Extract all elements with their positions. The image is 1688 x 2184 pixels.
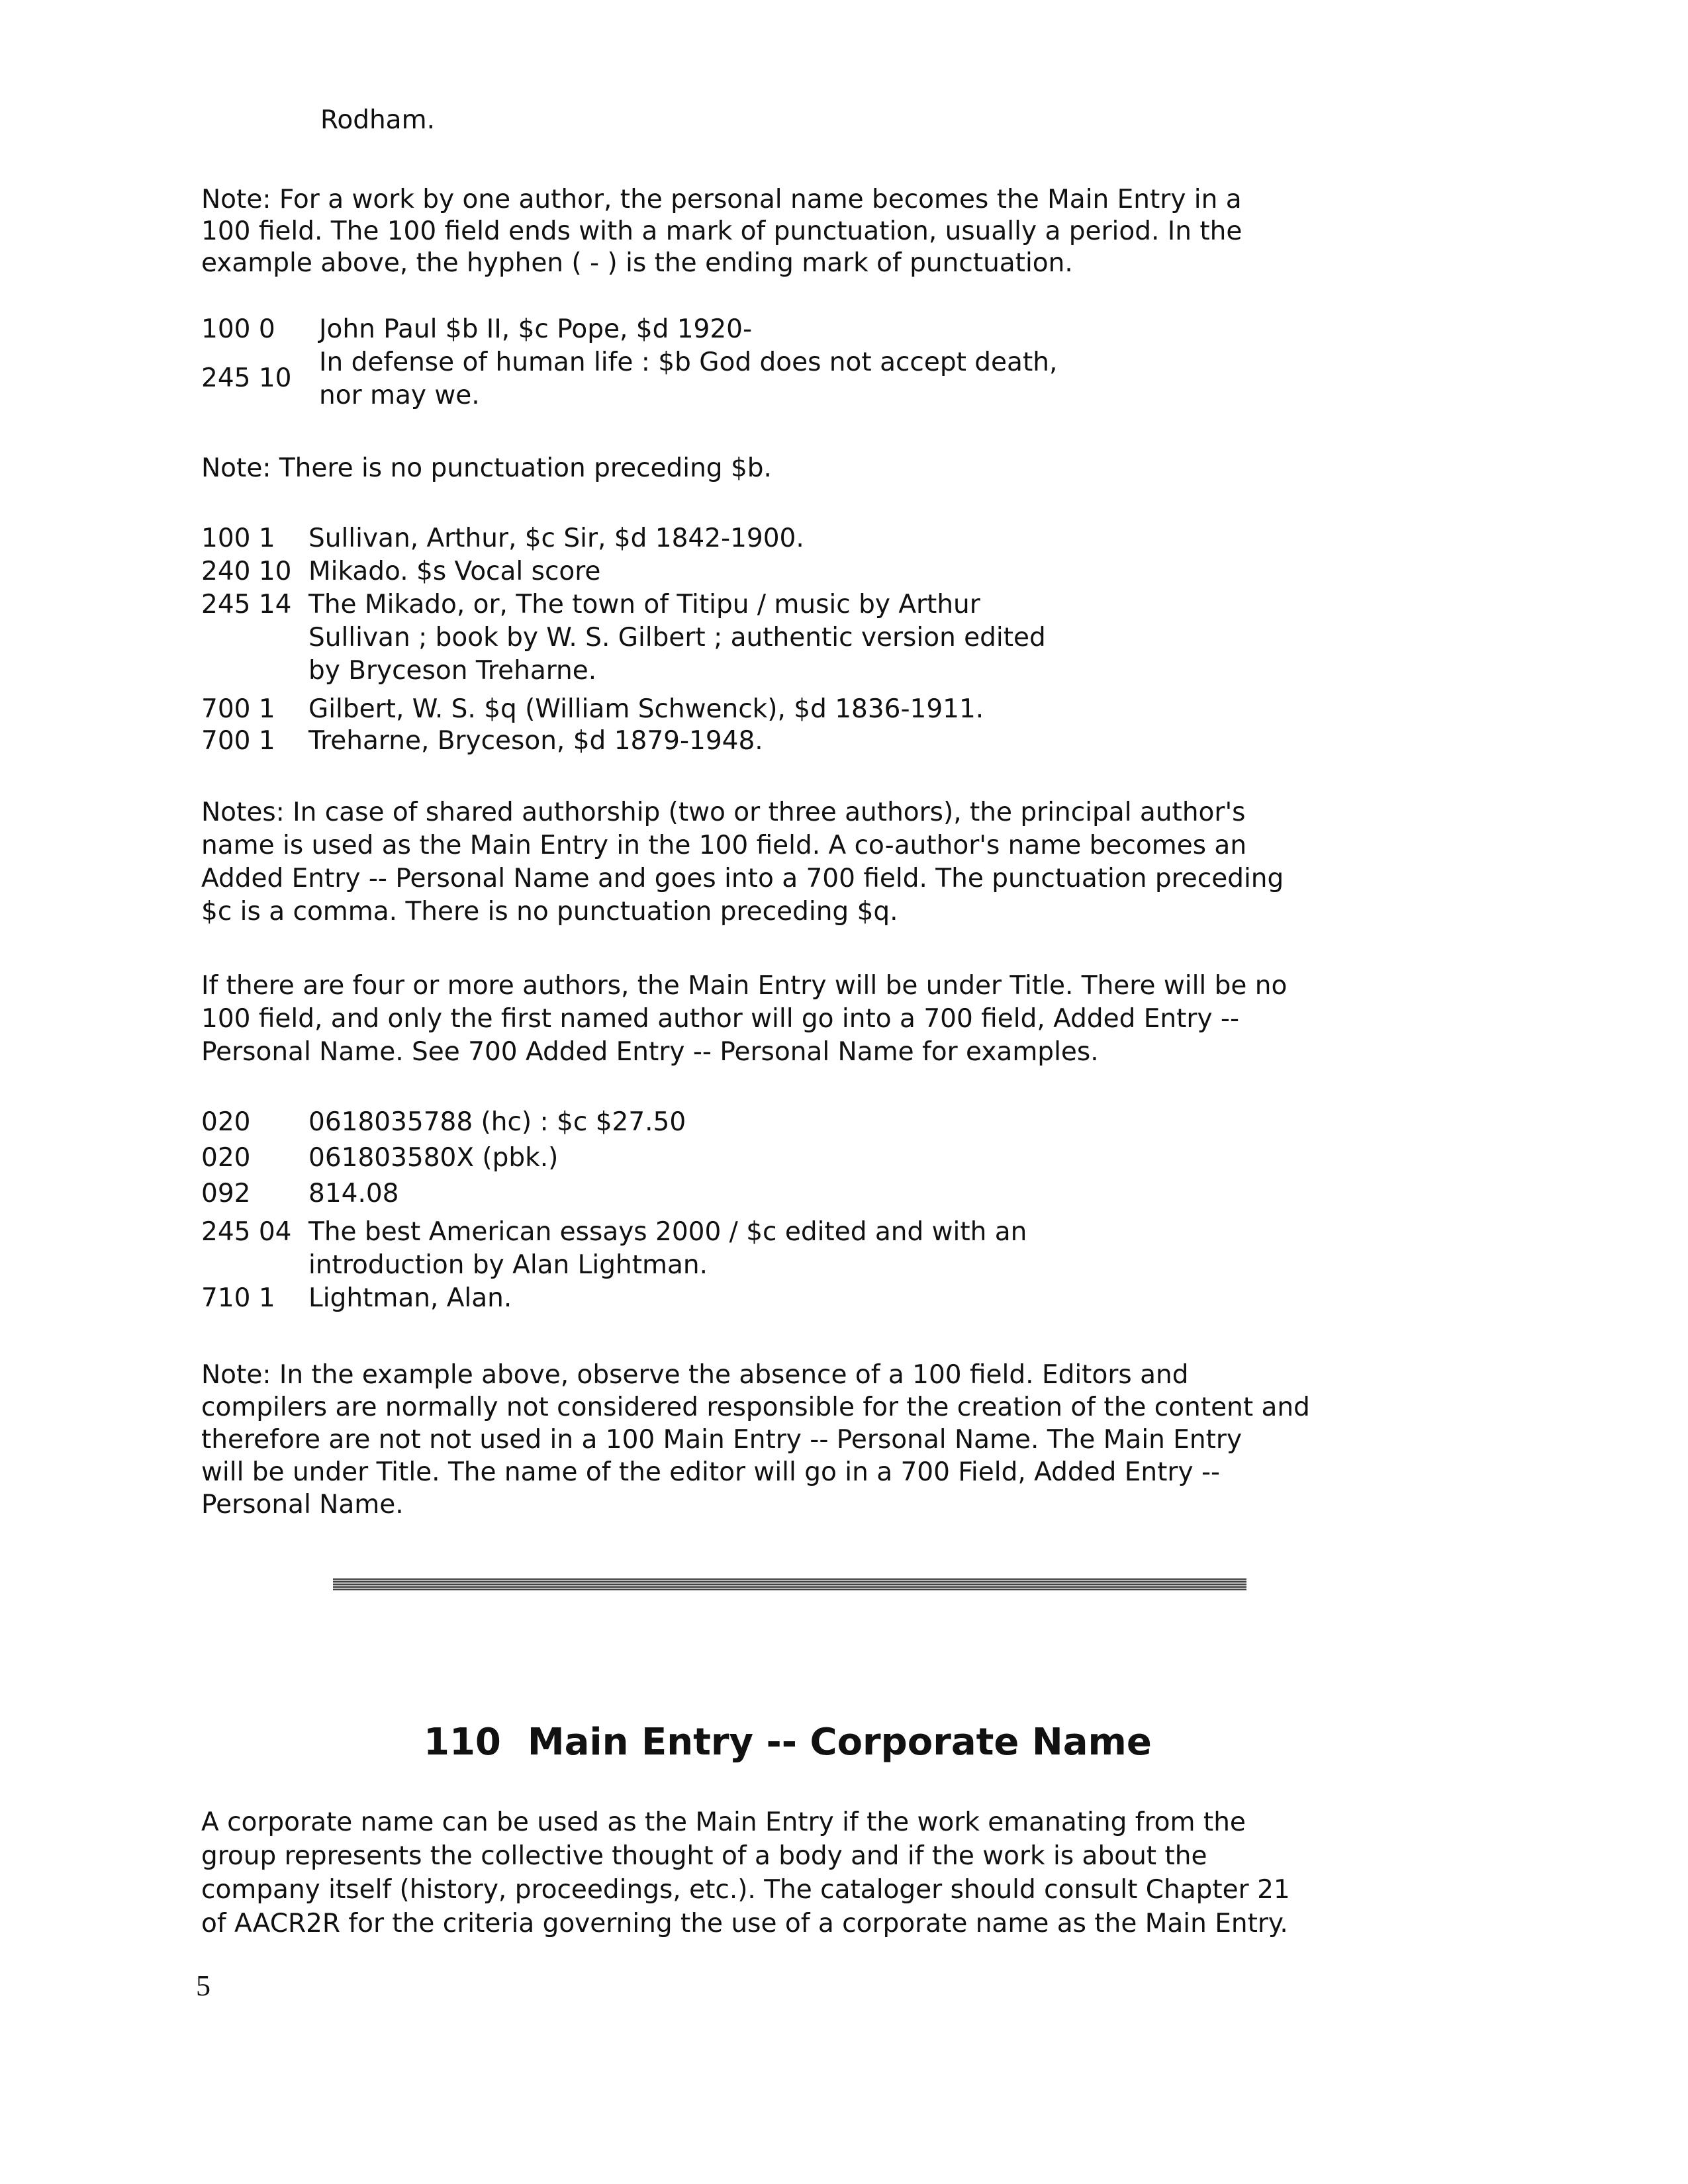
note-line: Note: There is no punctuation preceding $b. (201, 453, 772, 483)
marc-tag: 240 10 (201, 557, 292, 586)
paragraph-line: Personal Name. See 700 Added Entry -- Personal Name for examples. (201, 1037, 1099, 1067)
marc-field-text: Gilbert, W. S. $q (William Schwenck), $d 1836-1911. (308, 694, 984, 724)
paragraph-line: If there are four or more authors, the Main Entry will be under Title. There will be no (201, 971, 1288, 1001)
marc-tag: 245 14 (201, 590, 292, 619)
marc-field-text: nor may we. (319, 381, 480, 410)
marc-field-text: In defense of human life : $b God does not accept death, (319, 347, 1058, 377)
note-line: Notes: In case of shared authorship (two or three authors), the principal author's (201, 797, 1246, 827)
marc-field-text: Treharne, Bryceson, $d 1879-1948. (308, 726, 763, 756)
note-line: therefore are not not used in a 100 Main Entry -- Personal Name. The Main Entry (201, 1425, 1243, 1455)
continuation-text: Rodham. (320, 105, 435, 135)
paragraph-line: company itself (history, proceedings, etc.). The cataloger should consult Chapter 21 (201, 1875, 1290, 1905)
note-line: Note: For a work by one author, the personal name becomes the Main Entry in a (201, 185, 1242, 214)
marc-field-text: John Paul $b II, $c Pope, $d 1920- (319, 314, 753, 344)
note-line: compilers are normally not considered responsible for the creation of the content and (201, 1392, 1310, 1422)
marc-tag: 020 (201, 1143, 251, 1173)
note-line: name is used as the Main Entry in the 100 field. A co-author's name becomes an (201, 831, 1247, 860)
marc-field-text: Sullivan, Arthur, $c Sir, $d 1842-1900. (308, 523, 804, 553)
note-line: example above, the hyphen ( - ) is the ending mark of punctuation. (201, 248, 1073, 278)
note-line: $c is a comma. There is no punctuation preceding $q. (201, 897, 898, 927)
marc-field-text: 061803580X (pbk.) (308, 1143, 559, 1173)
note-line: Added Entry -- Personal Name and goes into a 700 field. The punctuation preceding (201, 864, 1284, 893)
marc-tag: 700 1 (201, 694, 275, 724)
marc-tag: 245 04 (201, 1217, 292, 1247)
paragraph-line: A corporate name can be used as the Main Entry if the work emanating from the (201, 1807, 1246, 1837)
marc-tag: 700 1 (201, 726, 275, 756)
marc-field-text: Mikado. $s Vocal score (308, 557, 601, 586)
marc-field-text: 0618035788 (hc) : $c $27.50 (308, 1107, 686, 1137)
paragraph-line: group represents the collective thought of a body and if the work is about the (201, 1841, 1207, 1871)
marc-field-text: by Bryceson Treharne. (308, 656, 597, 686)
marc-tag: 100 0 (201, 314, 275, 344)
note-line: 100 field. The 100 field ends with a mark of punctuation, usually a period. In the (201, 216, 1243, 246)
marc-tag: 100 1 (201, 523, 275, 553)
page-number: 5 (196, 1970, 211, 2002)
marc-tag: 710 1 (201, 1283, 275, 1313)
section-number: 110 (424, 1721, 501, 1764)
note-line: Personal Name. (201, 1490, 404, 1520)
section-title: Main Entry -- Corporate Name (527, 1721, 1152, 1764)
marc-tag: 020 (201, 1107, 251, 1137)
marc-tag: 245 10 (201, 363, 292, 393)
marc-tag: 092 (201, 1179, 251, 1208)
section-heading (424, 1721, 1178, 1764)
marc-field-text: 814.08 (308, 1179, 399, 1208)
horizontal-divider (333, 1578, 1246, 1590)
marc-field-text: Sullivan ; book by W. S. Gilbert ; authentic version edited (308, 623, 1046, 653)
note-line: Note: In the example above, observe the absence of a 100 field. Editors and (201, 1360, 1189, 1390)
marc-field-text: The best American essays 2000 / $c edited and with an (308, 1217, 1027, 1247)
paragraph-line: 100 field, and only the first named author will go into a 700 field, Added Entry -- (201, 1004, 1240, 1034)
marc-field-text: Lightman, Alan. (308, 1283, 512, 1313)
marc-field-text: introduction by Alan Lightman. (308, 1250, 708, 1280)
marc-field-text: The Mikado, or, The town of Titipu / music by Arthur (308, 590, 980, 619)
note-line: will be under Title. The name of the editor will go in a 700 Field, Added Entry -- (201, 1457, 1221, 1487)
paragraph-line: of AACR2R for the criteria governing the use of a corporate name as the Main Entry. (201, 1909, 1288, 1938)
